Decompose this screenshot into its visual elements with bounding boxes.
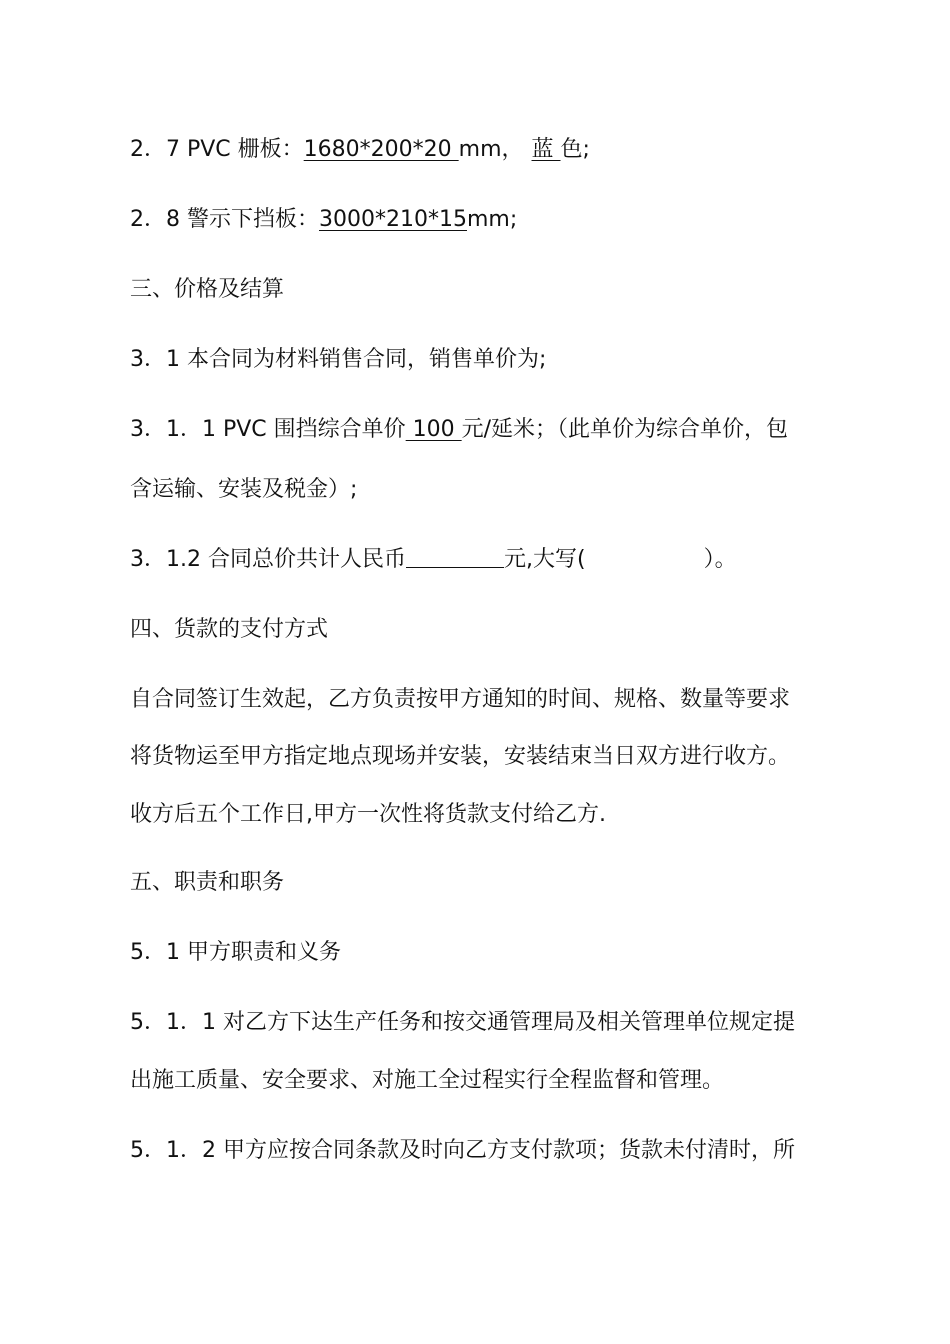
clause-3-1: 3．1 本合同为材料销售合同，销售单价为; xyxy=(130,347,547,372)
clause-5-1-1-continued: 出施工质量、安全要求、对施工全过程实行全程监督和管理。 xyxy=(130,1068,725,1093)
color-value: 蓝 xyxy=(531,137,561,162)
dimension-value: 3000*210*15 xyxy=(319,207,467,232)
total-price-blank xyxy=(406,545,504,568)
clause-text: 元/延米；（此单价为综合单价，包 xyxy=(461,417,789,442)
clause-text: mm; xyxy=(466,207,518,232)
clause-5-1-1: 5．1．1 对乙方下达生产任务和按交通管理局及相关管理单位规定提 xyxy=(130,1010,795,1035)
clause-3-1-1 xyxy=(130,415,820,445)
clause-text: 3．1．1 PVC 围挡综合单价 xyxy=(130,417,406,442)
clause-text: ）。 xyxy=(703,547,737,572)
clause-text: 2．8 警示下挡板： xyxy=(130,207,319,232)
section-heading-4: 四、货款的支付方式 xyxy=(130,617,329,642)
clause-2-8 xyxy=(130,205,820,235)
clause-3-1-1-continued: 含运输、安装及税金）; xyxy=(130,477,358,502)
section-heading-3: 三、价格及结算 xyxy=(130,277,285,302)
clause-text: 3．1.2 合同总价共计人民币 xyxy=(130,547,406,572)
payment-paragraph-line-1: 自合同签订生效起，乙方负责按甲方通知的时间、规格、数量等要求 xyxy=(130,687,791,712)
dimension-value: 1680*200*20 xyxy=(303,137,459,162)
clause-5-1-2: 5．1．2 甲方应按合同条款及时向乙方支付款项；货款未付清时，所 xyxy=(130,1138,795,1163)
clause-5-1: 5．1 甲方职责和义务 xyxy=(130,940,341,965)
clause-3-1-2 xyxy=(130,545,820,575)
payment-paragraph-line-3: 收方后五个工作日,甲方一次性将货款支付给乙方. xyxy=(130,802,606,827)
clause-text: 色; xyxy=(560,137,590,162)
clause-2-7 xyxy=(130,135,820,165)
clause-text: mm， xyxy=(458,137,524,162)
section-heading-5: 五、职责和职务 xyxy=(130,870,285,895)
clause-text: 元,大写( xyxy=(503,547,586,572)
clause-text: 2．7 PVC 栅板： xyxy=(130,137,304,162)
payment-paragraph-line-2: 将货物运至甲方指定地点现场并安装，安装结束当日双方进行收方。 xyxy=(130,744,791,769)
unit-price-value: 100 xyxy=(405,417,462,442)
